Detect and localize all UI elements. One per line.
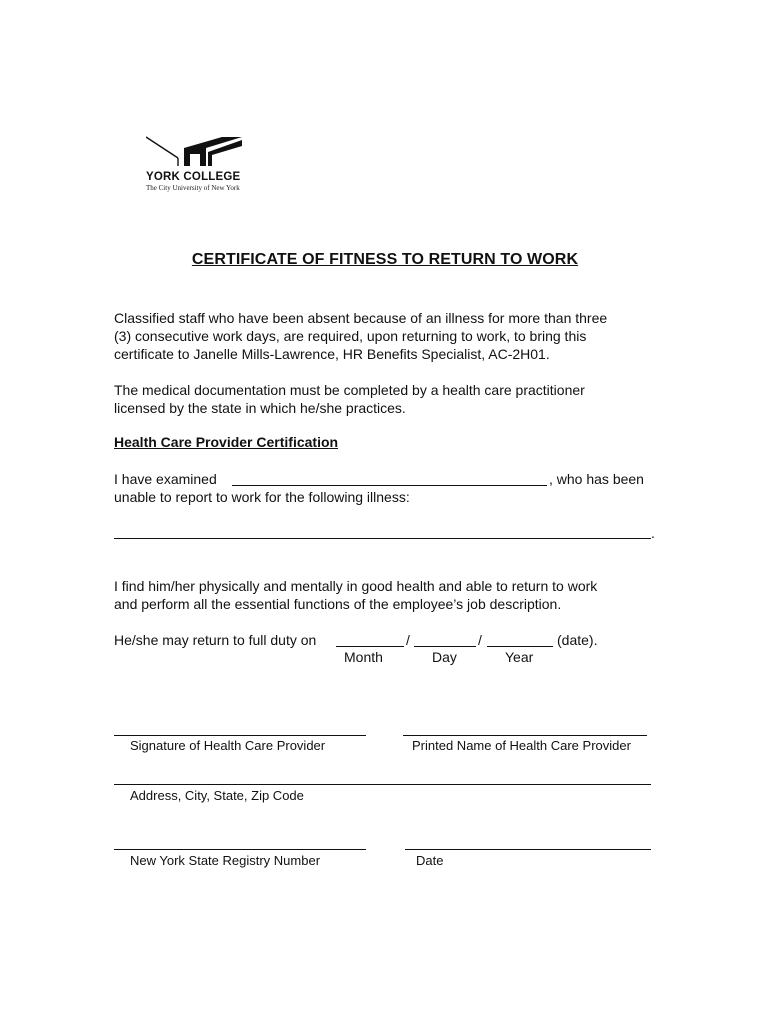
logo-name: YORK COLLEGE [146, 171, 241, 183]
signature-label: Signature of Health Care Provider [130, 738, 326, 753]
medical-paragraph [114, 381, 674, 417]
intro-paragraph [114, 309, 674, 363]
illness-line-period: . [651, 525, 655, 541]
fitness-line: I find him/her physically and mentally in good health and able to return to work [114, 578, 598, 594]
return-sep2: / [478, 632, 482, 648]
intro-line: certificate to Janelle Mills-Lawrence, HR Benefits Specialist, AC-2H01. [114, 346, 550, 362]
examined-prefix: I have examined [114, 471, 217, 487]
date-label: Date [416, 853, 444, 868]
return-month-field[interactable] [336, 646, 404, 647]
fitness-paragraph [114, 577, 684, 613]
registry-number-field[interactable] [114, 849, 366, 850]
return-year-field[interactable] [487, 646, 553, 647]
day-label: Day [432, 649, 457, 665]
year-label: Year [505, 649, 534, 665]
fitness-line: and perform all the essential functions of the employee’s job description. [114, 596, 562, 612]
return-sep1: / [406, 632, 410, 648]
printed-name-field[interactable] [403, 735, 647, 736]
examined-line2: unable to report to work for the following illness: [114, 489, 410, 505]
return-day-field[interactable] [414, 646, 476, 647]
address-field[interactable] [114, 784, 651, 785]
logo-subtitle: The City University of New York [146, 184, 240, 192]
intro-line: Classified staff who have been absent because of an illness for more than three [114, 310, 608, 326]
month-label: Month [344, 649, 383, 665]
intro-line: (3) consecutive work days, are required, upon returning to work, to bring this [114, 328, 587, 344]
medical-line: licensed by the state in which he/she practices. [114, 400, 406, 416]
medical-line: The medical documentation must be completed by a health care practitioner [114, 382, 585, 398]
return-suffix: (date). [557, 632, 598, 648]
printed-name-label: Printed Name of Health Care Provider [412, 738, 631, 753]
document-title: CERTIFICATE OF FITNESS TO RETURN TO WORK [191, 251, 579, 268]
return-prefix: He/she may return to full duty on [114, 632, 317, 648]
employee-name-field[interactable] [232, 485, 547, 486]
address-label: Address, City, State, Zip Code [130, 788, 304, 803]
signature-field[interactable] [114, 735, 366, 736]
examined-suffix: , who has been [549, 471, 644, 487]
registry-number-label: New York State Registry Number [130, 853, 321, 868]
illness-field[interactable] [114, 538, 651, 539]
section-heading: Health Care Provider Certification [114, 434, 339, 450]
date-field[interactable] [405, 849, 651, 850]
